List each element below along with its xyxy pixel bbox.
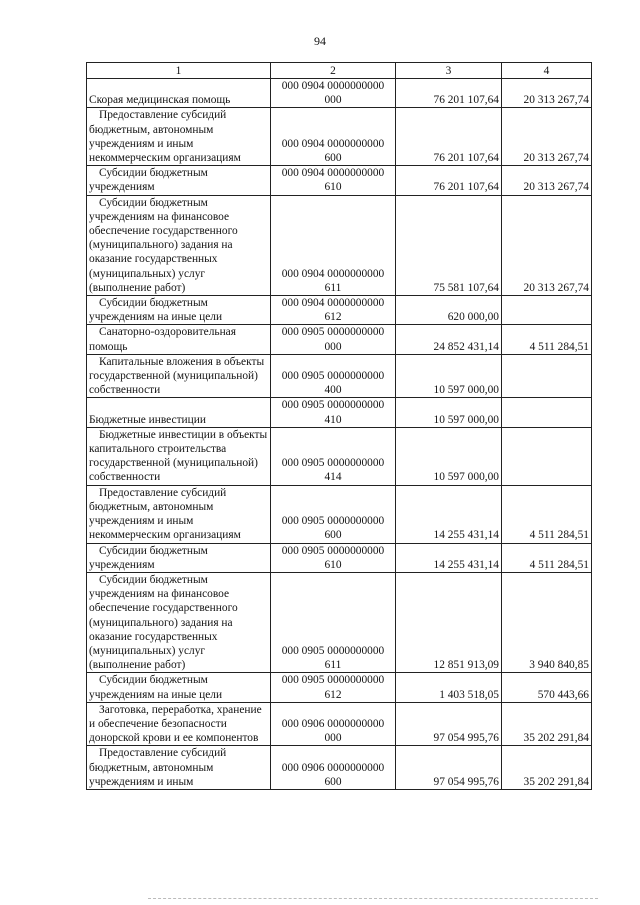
row-code: 000 0905 0000000000 000	[271, 325, 396, 354]
table-row	[87, 485, 592, 543]
row-name-text: Капитальные вложения в объекты государственной (муниципальной) собственности	[89, 355, 265, 397]
row-amount-col3: 10 597 000,00	[396, 354, 502, 398]
row-amount-col4	[502, 427, 592, 485]
header-row	[87, 63, 592, 79]
row-code: 000 0906 0000000000 600	[271, 746, 396, 790]
row-amount-col4: 35 202 291,84	[502, 746, 592, 790]
row-name	[87, 427, 271, 485]
row-name-text: Бюджетные инвестиции	[89, 413, 206, 426]
page-number: 94	[314, 34, 326, 48]
row-amount-col3: 12 851 913,09	[396, 572, 502, 672]
row-code: 000 0905 0000000000 612	[271, 673, 396, 702]
row-name-text: Предоставление субсидий бюджетным, автономным учреждениям и иным некоммерческим организациям	[89, 486, 241, 542]
row-amount-col3: 97 054 995,76	[396, 702, 502, 746]
row-name-text: Субсидии бюджетным учреждениям на иные цели	[89, 674, 223, 701]
row-amount-col3: 1 403 518,05	[396, 673, 502, 702]
header-col-1: 1	[87, 63, 271, 79]
row-amount-col4: 20 313 267,74	[502, 166, 592, 195]
row-amount-col4: 20 313 267,74	[502, 195, 592, 295]
table-row	[87, 79, 592, 108]
table-row	[87, 108, 592, 166]
row-amount-col3: 76 201 107,64	[396, 108, 502, 166]
table-row	[87, 296, 592, 325]
table-row	[87, 427, 592, 485]
header-col-3: 3	[396, 63, 502, 79]
row-code: 000 0904 0000000000 610	[271, 166, 396, 195]
footer-divider	[148, 898, 598, 899]
row-amount-col4: 20 313 267,74	[502, 108, 592, 166]
row-amount-col3: 97 054 995,76	[396, 746, 502, 790]
header-col-2: 2	[271, 63, 396, 79]
row-amount-col4: 570 443,66	[502, 673, 592, 702]
table-row	[87, 673, 592, 702]
table-row	[87, 354, 592, 398]
row-code: 000 0904 0000000000 612	[271, 296, 396, 325]
table-row	[87, 166, 592, 195]
row-amount-col4	[502, 354, 592, 398]
row-name	[87, 746, 271, 790]
row-amount-col4: 4 511 284,51	[502, 485, 592, 543]
row-name-text: Субсидии бюджетным учреждениям	[89, 167, 208, 194]
row-name-text: Скорая медицинская помощь	[89, 94, 231, 107]
row-amount-col3: 14 255 431,14	[396, 485, 502, 543]
row-name	[87, 485, 271, 543]
row-name	[87, 79, 271, 108]
row-code: 000 0904 0000000000 000	[271, 79, 396, 108]
row-code: 000 0905 0000000000 610	[271, 543, 396, 572]
row-code: 000 0905 0000000000 410	[271, 398, 396, 427]
row-amount-col4: 35 202 291,84	[502, 702, 592, 746]
row-name	[87, 702, 271, 746]
row-amount-col3: 10 597 000,00	[396, 427, 502, 485]
row-name-text: Субсидии бюджетным учреждениям на финансовое обеспечение государственного (муниципального) задания на оказание государственных (муниципальных) услуг (выполнение работ)	[89, 196, 238, 294]
table-row	[87, 746, 592, 790]
row-name	[87, 195, 271, 295]
row-name-text: Предоставление субсидий бюджетным, автономным учреждениям и иным некоммерческим организациям	[89, 109, 241, 165]
row-name-text: Субсидии бюджетным учреждениям на финансовое обеспечение государственного (муниципального) задания на оказание государственных (муниципальных) услуг (выполнение работ)	[89, 573, 238, 672]
row-code: 000 0905 0000000000 414	[271, 427, 396, 485]
row-name	[87, 398, 271, 427]
row-name	[87, 296, 271, 325]
budget-table	[86, 62, 592, 790]
table-row	[87, 702, 592, 746]
row-amount-col3: 10 597 000,00	[396, 398, 502, 427]
row-amount-col3: 75 581 107,64	[396, 195, 502, 295]
row-amount-col4	[502, 398, 592, 427]
table-row	[87, 195, 592, 295]
row-amount-col4	[502, 296, 592, 325]
row-code: 000 0905 0000000000 600	[271, 485, 396, 543]
row-code: 000 0906 0000000000 000	[271, 702, 396, 746]
row-code: 000 0904 0000000000 600	[271, 108, 396, 166]
row-name-text: Бюджетные инвестиции в объекты капитального строительства государственной (муниципальной) собственности	[89, 428, 268, 484]
row-amount-col3: 76 201 107,64	[396, 166, 502, 195]
row-code: 000 0905 0000000000 611	[271, 572, 396, 672]
row-amount-col3: 76 201 107,64	[396, 79, 502, 108]
row-code: 000 0905 0000000000 400	[271, 354, 396, 398]
row-amount-col4: 20 313 267,74	[502, 79, 592, 108]
row-name	[87, 354, 271, 398]
table-row	[87, 325, 592, 354]
row-name	[87, 166, 271, 195]
table-row	[87, 543, 592, 572]
row-amount-col3: 24 852 431,14	[396, 325, 502, 354]
header-col-4: 4	[502, 63, 592, 79]
row-amount-col3: 620 000,00	[396, 296, 502, 325]
row-name	[87, 572, 271, 672]
row-name	[87, 673, 271, 702]
row-name	[87, 108, 271, 166]
row-name-text: Санаторно-оздоровительная помощь	[89, 326, 236, 353]
row-name-text: Субсидии бюджетным учреждениям	[89, 544, 208, 571]
row-name-text: Субсидии бюджетным учреждениям на иные цели	[89, 297, 223, 324]
row-name	[87, 543, 271, 572]
row-amount-col4: 4 511 284,51	[502, 325, 592, 354]
row-amount-col3: 14 255 431,14	[396, 543, 502, 572]
table-row	[87, 398, 592, 427]
row-name-text: Предоставление субсидий бюджетным, автономным учреждениям и иным	[89, 747, 227, 788]
row-amount-col4: 3 940 840,85	[502, 572, 592, 672]
row-amount-col4: 4 511 284,51	[502, 543, 592, 572]
row-code: 000 0904 0000000000 611	[271, 195, 396, 295]
row-name	[87, 325, 271, 354]
row-name-text: Заготовка, переработка, хранение и обеспечение безопасности донорской крови и ее компонентов	[89, 703, 262, 745]
table-row	[87, 572, 592, 672]
